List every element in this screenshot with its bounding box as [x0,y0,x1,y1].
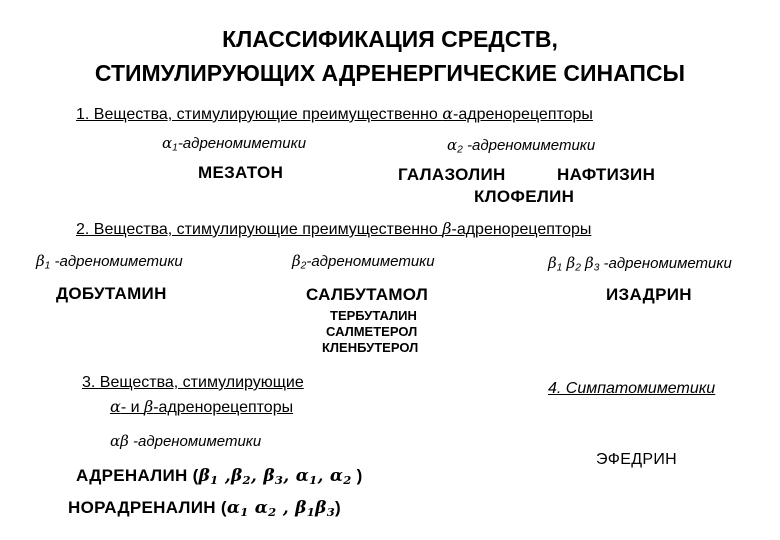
alpha2-label: $\alpha_2$ -адреномиметики [447,136,596,156]
section-4-heading: 4. Симпатомиметики [548,380,716,397]
drug-salmeterol: САЛМЕТЕРОЛ [326,324,418,339]
drug-terbutalin: ТЕРБУТАЛИН [330,308,417,323]
beta2-label: $\beta_2$-адреномиметики [292,252,435,272]
section-2-heading: 2. Вещества, стимулирующие преимущественно β-адренорецепторы [76,219,592,238]
drug-noradrenalin: НОРАДРЕНАЛИН ($\alpha_1$ $\alpha_2$ , $\beta_1\beta_3$) [68,498,341,519]
drug-dobutamin: ДОБУТАМИН [56,284,167,303]
alpha1-label: $\alpha_1$-адреномиметики [162,134,307,154]
page-title [0,22,780,90]
title-line-1: КЛАССИФИКАЦИЯ СРЕДСТВ, [222,26,558,52]
drug-klenbuterol: КЛЕНБУТЕРОЛ [322,340,419,355]
section-3-heading-line-2: α- и β-адренорецепторы [110,397,294,416]
section-3-heading-line-1: 3. Вещества, стимулирующие [82,374,304,391]
drug-mezaton: МЕЗАТОН [198,163,284,182]
beta1-label: $\beta_1$ -адреномиметики [36,252,183,272]
beta123-label: $\beta_1$ $\beta_2$ $\beta_3$ -адреномиметики [548,254,732,274]
drug-naftizin: НАФТИЗИН [557,165,656,184]
section-1-heading: 1. Вещества, стимулирующие преимущественно α-адренорецепторы [76,104,593,123]
drug-salbutamol: САЛБУТАМОЛ [306,285,429,304]
drug-izadrin: ИЗАДРИН [606,285,692,304]
title-line-2: СТИМУЛИРУЮЩИХ АДРЕНЕРГИЧЕСКИЕ СИНАПСЫ [94,60,686,86]
drug-efedrin: ЭФЕДРИН [596,451,677,468]
drug-klofelin: КЛОФЕЛИН [474,187,575,206]
drug-galazolin: ГАЛАЗОЛИН [398,165,506,184]
alpha-beta-label: αβ -адреномиметики [110,432,262,450]
drug-adrenalin: АДРЕНАЛИН ($\beta_1$ $,\beta_2$, $\beta_3$, $\alpha_1$, $\alpha_2$ ) [76,466,363,487]
